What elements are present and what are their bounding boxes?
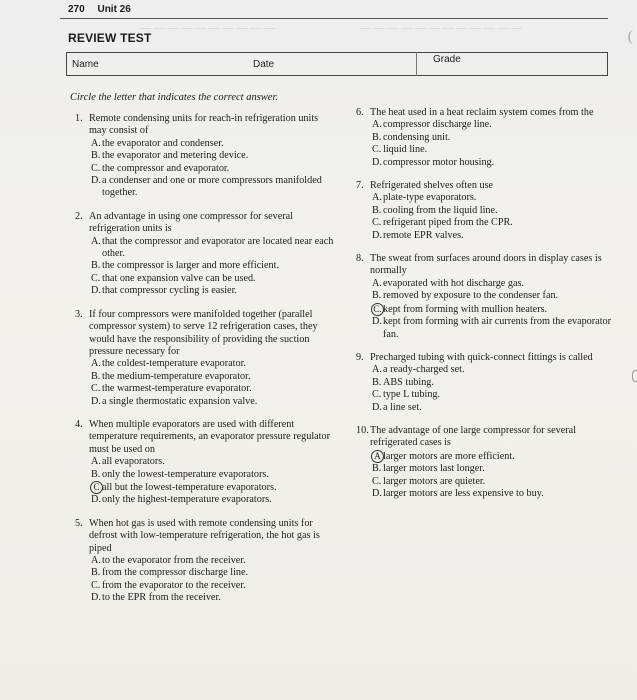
option-d[interactable]: D.a single thermostatic expansion valve. — [91, 395, 258, 407]
question-stem: Precharged tubing with quick-connect fittings is called — [370, 351, 593, 363]
question-number: 2. — [75, 210, 83, 222]
question-9 — [356, 352, 614, 414]
question-number: 4. — [75, 418, 83, 430]
page-header — [68, 4, 131, 15]
page-edge-mark: ( — [627, 28, 633, 45]
option-b[interactable]: B. only the lowest-temperature evaporators. — [91, 468, 269, 480]
question-number: 10. — [356, 424, 369, 436]
name-date-box — [66, 52, 608, 76]
option-a[interactable]: A.evaporated with hot discharge gas. — [372, 277, 524, 289]
option-b[interactable]: B. condensing unit. — [372, 131, 451, 143]
option-b[interactable]: B. larger motors last longer. — [372, 463, 485, 475]
page-title: REVIEW TEST — [68, 31, 152, 45]
question-stem: Refrigerated shelves often use — [370, 180, 494, 192]
option-a-circled[interactable]: A larger motors are more efficient. — [356, 450, 614, 463]
left-column — [75, 113, 335, 616]
question-stem: If four compressors were manifolded together (parallel compressor system) to serve 12 refrigeration cases, they would have the responsibility of providing the suction pressure necessary for — [89, 308, 318, 357]
option-a[interactable]: A.to the evaporator from the receiver. — [91, 555, 246, 566]
circled-answer-mark: C. — [371, 303, 384, 316]
option-c[interactable]: C. liquid line. — [372, 144, 428, 156]
option-b[interactable]: B. the medium-temperature evaporator. — [91, 370, 251, 382]
option-d[interactable]: D.remote EPR valves. — [372, 229, 464, 241]
question-10 — [356, 425, 614, 500]
option-d[interactable]: D.only the highest-temperature evaporators. — [91, 494, 272, 506]
date-label: Date — [253, 59, 275, 70]
option-b[interactable]: B. from the compressor discharge line. — [91, 567, 249, 579]
circled-answer-mark: C — [90, 481, 103, 494]
question-stem: When hot gas is used with remote condensing units for defrost with low-temperature refrigeration, the hot gas is piped — [89, 517, 320, 554]
option-d[interactable]: D.to the EPR from the receiver. — [91, 592, 221, 604]
question-number: 9. — [356, 351, 364, 363]
question-7 — [356, 180, 614, 242]
question-number: 5. — [75, 517, 83, 529]
question-number: 6. — [356, 107, 364, 118]
option-c[interactable]: C. that one expansion valve can be used. — [91, 272, 256, 284]
question-1 — [75, 113, 335, 200]
option-d[interactable]: D.a line set. — [372, 401, 422, 413]
option-c[interactable]: C. the warmest-temperature evaporator. — [91, 383, 252, 395]
option-d[interactable]: D.a condenser and one or more compressors manifolded together. — [91, 175, 322, 199]
option-b[interactable]: B. the evaporator and metering device. — [91, 150, 249, 162]
option-c[interactable]: C. larger motors are quieter. — [372, 475, 486, 487]
question-2 — [75, 211, 335, 298]
option-d[interactable]: D.that compressor cycling is easier. — [91, 285, 237, 297]
option-a[interactable]: A.plate-type evaporators. — [372, 192, 477, 204]
question-stem: The heat used in a heat reclaim system comes from the — [370, 107, 594, 118]
option-a[interactable]: A.the coldest-temperature evaporator. — [91, 358, 246, 370]
option-d[interactable]: D.compressor motor housing. — [372, 156, 495, 168]
option-b[interactable]: B. removed by exposure to the condenser fan. — [372, 290, 559, 302]
option-a[interactable]: A.that the compressor and evaporator are located near each other. — [91, 235, 334, 260]
question-stem: When multiple evaporators are used with different temperature requirements, an evaporator pressure regulator must be used on — [89, 418, 330, 455]
option-c[interactable]: C. refrigerant piped from the CPR. — [372, 217, 513, 229]
option-c[interactable]: C. the compressor and evaporator. — [91, 162, 230, 174]
option-c-circled[interactable]: C all but the lowest-temperature evaporators. — [75, 481, 335, 494]
name-label: Name — [72, 59, 99, 70]
page-number: 270 — [68, 4, 85, 15]
question-8 — [356, 253, 614, 341]
question-4 — [75, 419, 335, 507]
bleed-through-text: — — — — — — — — — — — — — [360, 22, 523, 34]
option-c-circled[interactable]: C.kept from forming with mullion heaters. — [356, 303, 614, 316]
option-c[interactable]: C. from the evaporator to the receiver. — [91, 579, 246, 591]
question-stem: The advantage of one large compressor for several refrigerated cases is — [370, 424, 577, 449]
question-stem: Remote condensing units for reach-in refrigeration units may consist of — [89, 113, 319, 137]
bleed-through-text: — — — — — — — — — — — [140, 22, 275, 34]
question-number: 1. — [75, 113, 83, 124]
option-c[interactable]: C. type L tubing. — [372, 389, 441, 401]
grade-divider — [416, 52, 417, 76]
option-a[interactable]: A.compressor discharge line. — [372, 119, 492, 131]
grade-label: Grade — [433, 54, 461, 65]
option-a[interactable]: A.the evaporator and condenser. — [91, 137, 224, 149]
option-a[interactable]: A.all evaporators. — [91, 456, 165, 468]
header-rule — [60, 18, 608, 19]
option-b[interactable]: B. ABS tubing. — [372, 376, 434, 388]
question-3 — [75, 309, 335, 408]
question-stem: The sweat from surfaces around doors in display cases is normally — [370, 253, 602, 277]
option-b[interactable]: B. cooling from the liquid line. — [372, 204, 498, 216]
option-a[interactable]: A.a ready-charged set. — [372, 364, 465, 376]
page-edge-mark — [632, 370, 637, 382]
unit-label: Unit 26 — [97, 4, 131, 15]
question-stem: An advantage in using one compressor for several refrigeration units is — [89, 210, 293, 235]
question-number: 3. — [75, 308, 83, 320]
question-number: 7. — [356, 180, 364, 192]
question-number: 8. — [356, 253, 364, 265]
option-d[interactable]: D.kept from forming with air currents from the evaporator fan. — [372, 316, 612, 340]
circled-answer-mark: A — [371, 450, 384, 463]
option-d[interactable]: D.larger motors are less expensive to buy. — [372, 487, 544, 499]
instructions: Circle the letter that indicates the correct answer. — [70, 92, 279, 103]
question-6 — [356, 107, 614, 169]
question-5 — [75, 518, 335, 605]
option-b[interactable]: B. the compressor is larger and more efficient. — [91, 260, 279, 272]
right-column — [356, 107, 614, 511]
